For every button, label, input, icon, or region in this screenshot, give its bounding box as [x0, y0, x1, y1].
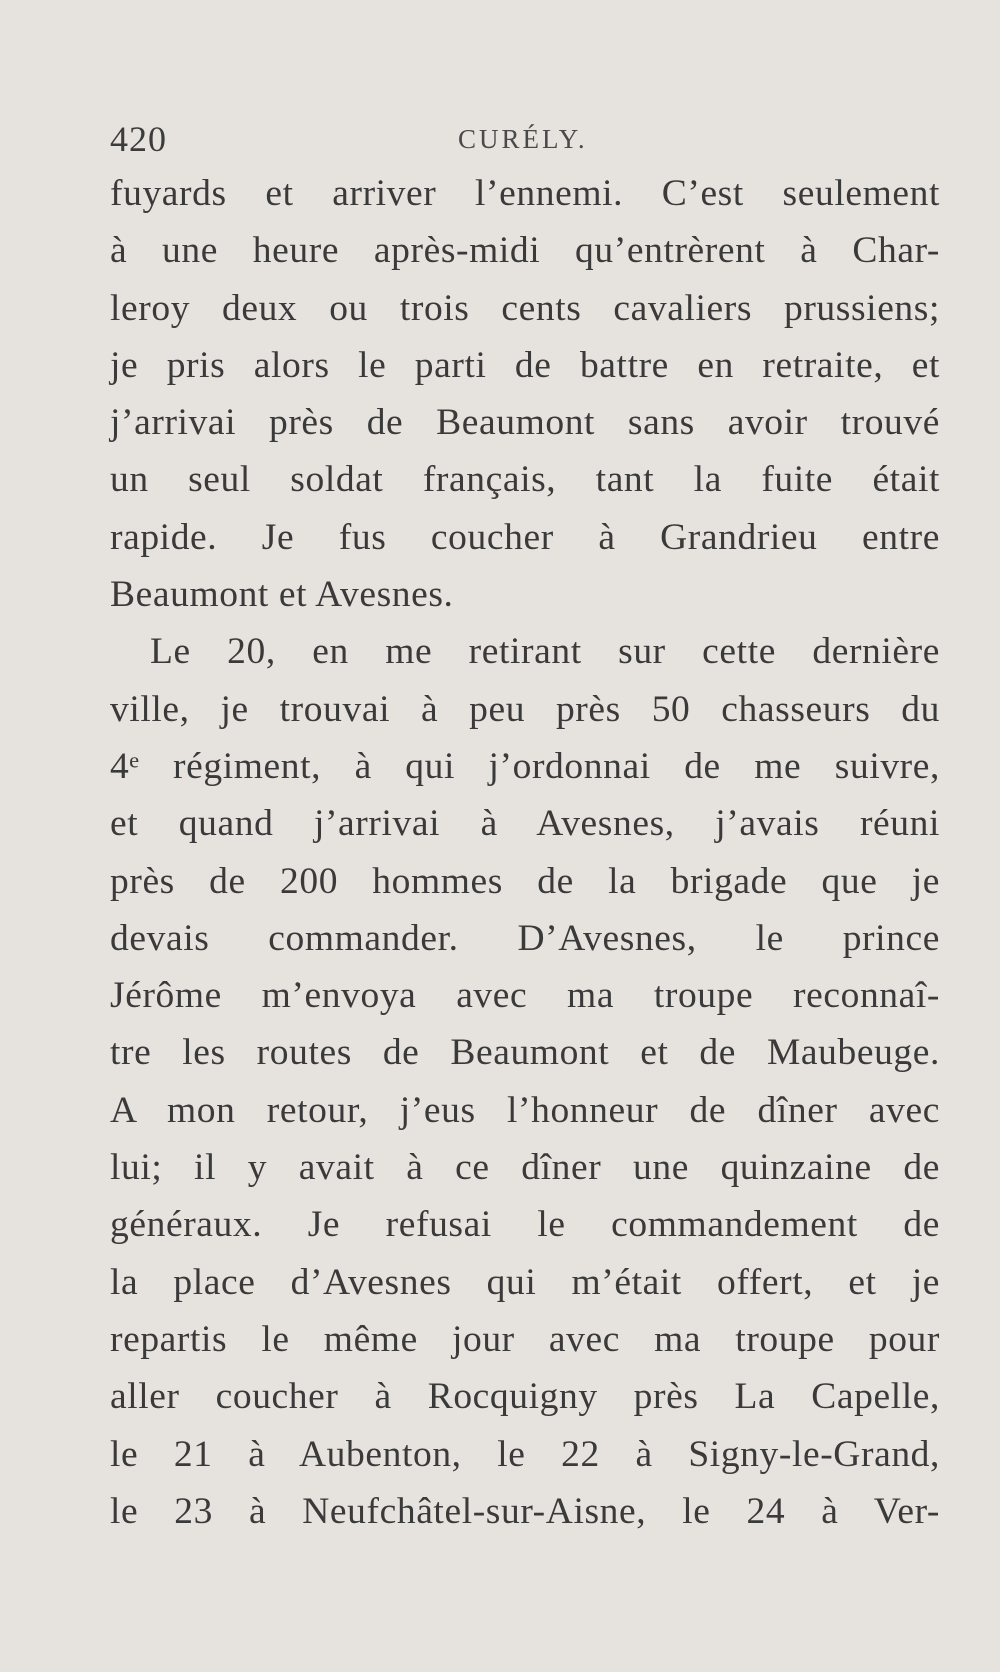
text-line: et quand j’arrivai à Avesnes, j’avais réuni [110, 803, 940, 845]
text-line: Jérôme m’envoya avec ma troupe reconnaî- [110, 975, 940, 1017]
text-line: le 21 à Aubenton, le 22 à Signy-le-Grand, [110, 1433, 940, 1475]
text-line: repartis le même jour avec ma troupe pour [110, 1318, 940, 1360]
page-number: 420 [110, 119, 167, 159]
text-line: la place d’Avesnes qui m’était offert, et je [110, 1261, 940, 1303]
text-line: tre les routes de Beaumont et de Maubeuge. [110, 1032, 940, 1074]
text-line: 4ᵉ régiment, à qui j’ordonnai de me suivre, [110, 745, 940, 787]
text-line: fuyards et arriver l’ennemi. C’est seulement [110, 173, 940, 214]
text-line: devais commander. D’Avesnes, le prince [110, 917, 940, 959]
text-line: ville, je trouvai à peu près 50 chasseurs du [110, 688, 940, 730]
text-line: je pris alors le parti de battre en retraite, et [110, 344, 940, 386]
text-line: Beaumont et Avesnes. [110, 574, 454, 616]
running-head: CURÉLY. [458, 124, 588, 154]
text-line: un seul soldat français, tant la fuite était [110, 459, 940, 501]
body-text [110, 165, 940, 1540]
text-line: rapide. Je fus coucher à Grandrieu entre [110, 516, 940, 558]
text-line: à une heure après-midi qu’entrèrent à Char- [110, 230, 940, 272]
text-line: j’arrivai près de Beaumont sans avoir trouvé [110, 402, 940, 444]
text-line: lui; il y avait à ce dîner une quinzaine de [110, 1147, 940, 1189]
page-header [110, 118, 940, 168]
text-line: près de 200 hommes de la brigade que je [110, 860, 940, 902]
text-line: Le 20, en me retirant sur cette dernière [150, 631, 940, 673]
text-line: aller coucher à Rocquigny près La Capelle, [110, 1376, 940, 1418]
text-line: leroy deux ou trois cents cavaliers prussiens; [110, 287, 940, 329]
text-line: A mon retour, j’eus l’honneur de dîner avec [110, 1089, 940, 1131]
text-line: le 23 à Neufchâtel-sur-Aisne, le 24 à Ver- [110, 1490, 940, 1532]
text-line: généraux. Je refusai le commandement de [110, 1204, 940, 1246]
